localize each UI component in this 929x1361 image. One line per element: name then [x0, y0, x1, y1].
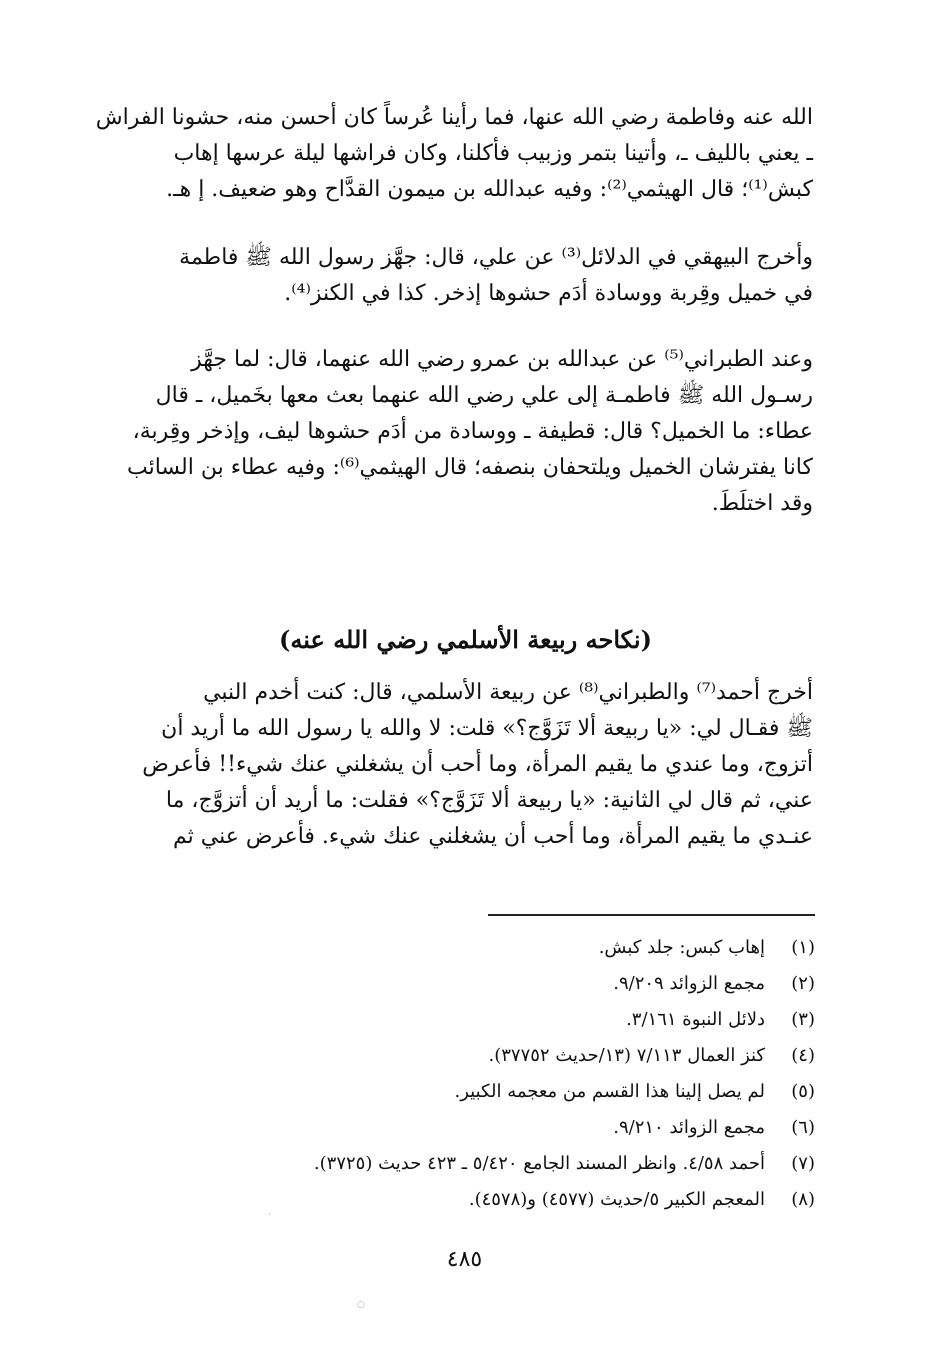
text-line: أخرج أحمد⁽⁷⁾ والطبراني⁽⁸⁾ عن ربيعة الأسلمي، قال: كنت أخدم النبي: [203, 680, 813, 705]
footnote-number: (٨): [791, 1189, 815, 1210]
footnote-text: مجمع الزوائد ٩/٢٠٩.: [613, 973, 765, 994]
footnote-item: [118, 966, 815, 1002]
text-line: وعند الطبراني⁽⁵⁾ عن عبدالله بن عمرو رضي الله عنهما، قال: لما جهَّز: [191, 347, 813, 372]
footnote-text: أحمد ٤/٥٨. وانظر المسند الجامع ٥/٤٢٠ ـ ٤٢٣ حديث (٣٧٢٥).: [313, 1153, 765, 1174]
footnote-item: [118, 1110, 815, 1146]
footnote-number: (٥): [791, 1081, 815, 1102]
footnote-text: كنز العمال ٧/١١٣ (١٣/حديث ٣٧٧٥٢).: [488, 1045, 765, 1066]
footnote-divider: [488, 914, 815, 916]
footnote-item: [118, 1146, 815, 1182]
text-line: ـ يعني بالليف ـ، وأتينا بتمر وزبيب فأكلنا، وكان فراشها ليلة عرسها إهاب: [173, 141, 813, 166]
footnote-item: [118, 1002, 815, 1038]
footnote-number: (٧): [791, 1153, 815, 1174]
text-line: كانا يفترشان الخميل ويلتحفان بنصفه؛ قال الهيثمي⁽⁶⁾: وفيه عطاء بن السائب: [127, 455, 813, 480]
paragraph-bayhaqi-narration: [118, 240, 813, 312]
footnote-item: [118, 1182, 815, 1218]
footnote-text: لم يصل إلينا هذا القسم من معجمه الكبير.: [454, 1081, 765, 1102]
text-line: أتزوج، وما عندي ما يقيم المرأة، وما أحب أن يشغلني عنك شيء!! فأعرض: [142, 752, 813, 777]
footnote-text: المعجم الكبير ٥/حديث (٤٥٧٧) و(٤٥٧٨).: [468, 1189, 765, 1210]
text-line: ﷺ فقـال لي: «يا ربيعة ألا تَزَوَّج؟» قلت: لا والله يا رسول الله ما أريد أن: [161, 716, 813, 741]
footnote-item: [118, 1074, 815, 1110]
text-line: عطاء: ما الخميل؟ قال: قطيفة ـ ووسادة من أدَم حشوها ليف، وإذخر وقِربة،: [132, 419, 813, 444]
paragraph-rabia-narration: [118, 675, 813, 855]
text-line: وقد اختلَطَ.: [711, 491, 813, 516]
footnote-number: (٦): [791, 1117, 815, 1138]
text-line: وأخرج البيهقي في الدلائل⁽³⁾ عن علي، قال: جهَّز رسول الله ﷺ فاطمة: [179, 245, 813, 270]
text-line: عنـدي ما يقيم المرأة، وما أحب أن يشغلني عنك شيء. فأعرض عني ثم: [172, 824, 813, 849]
scan-speck: ○: [357, 1300, 365, 1310]
text-line: رسـول الله ﷺ فاطمـة إلى علي رضي الله عنهما بعث معها بخَميل، ـ قال: [155, 383, 813, 408]
footnote-text: دلائل النبوة ٣/١٦١.: [626, 1009, 765, 1030]
text-line: الله عنه وفاطمة رضي الله عنها، فما رأينا عُرساً كان أحسن منه، حشونا الفراش: [95, 105, 813, 130]
text-line: في خميل وقِربة ووسادة أدَم حشوها إذخر. كذا في الكنز⁽⁴⁾.: [284, 281, 813, 306]
section-heading: (نكاحه ربيعة الأسلمي رضي الله عنه): [279, 625, 652, 654]
paragraph-wedding-description: [95, 100, 813, 208]
text-line: عني، ثم قال لي الثانية: «يا ربيعة ألا تَزَوَّج؟» فقلت: ما أريد أن أتزوَّج، ما: [165, 788, 813, 813]
text-line: كبش⁽¹⁾؛ قال الهيثمي⁽²⁾: وفيه عبدالله بن ميمون القدَّاح وهو ضعيف. إ هـ.: [166, 177, 813, 202]
paragraph-tabarani-narration: [118, 342, 813, 522]
footnote-number: (١): [791, 937, 815, 958]
footnote-text: إهاب كبس: جلد كبش.: [598, 937, 765, 958]
footnotes-list: [118, 930, 815, 1218]
page-number: ٤٨٥: [446, 1247, 483, 1272]
footnote-item: [118, 1038, 815, 1074]
footnote-text: مجمع الزوائد ٩/٢١٠.: [613, 1117, 765, 1138]
footnote-number: (٣): [791, 1009, 815, 1030]
footnote-item: [118, 930, 815, 966]
footnote-number: (٤): [791, 1045, 815, 1066]
footnote-number: (٢): [791, 973, 815, 994]
scan-speck: ·: [268, 1210, 271, 1220]
